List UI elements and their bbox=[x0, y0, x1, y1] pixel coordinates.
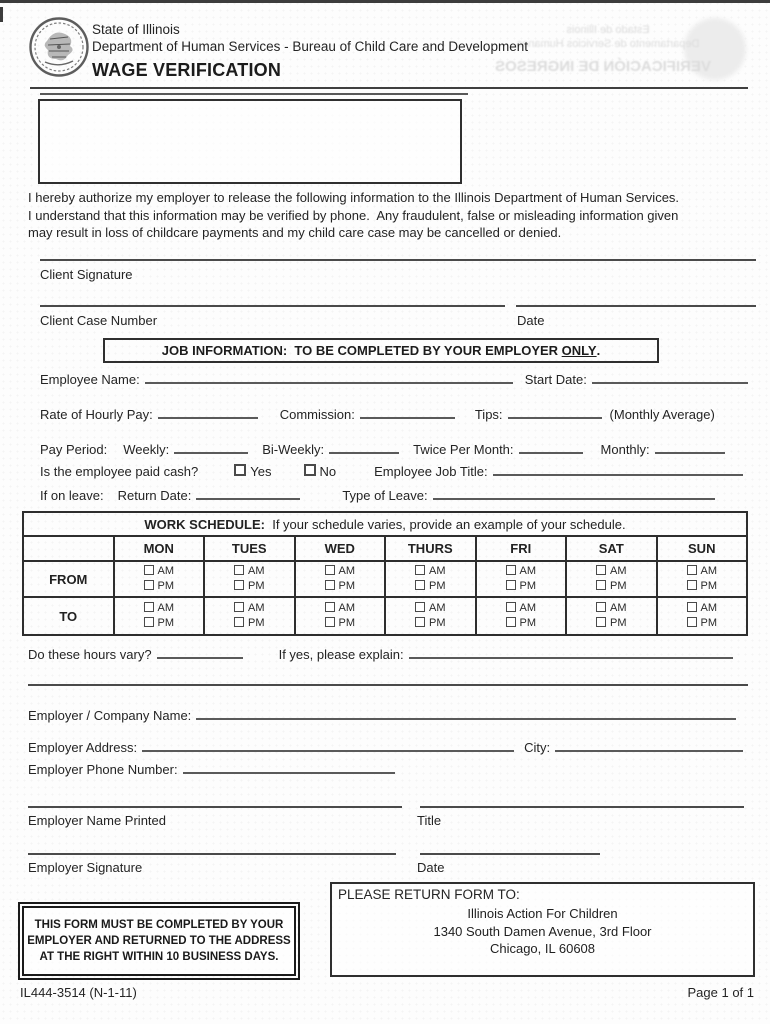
hours-vary-question-label: Do these hours vary? bbox=[28, 647, 152, 662]
authorization-paragraph bbox=[28, 189, 744, 242]
agency-line1: State of Illinois bbox=[92, 22, 180, 37]
ghost-text: Estado de Illinois bbox=[566, 24, 650, 36]
employer-phone-label: Employer Phone Number: bbox=[28, 762, 178, 777]
am-checkbox[interactable] bbox=[415, 565, 425, 575]
agency-line2: Department of Human Services - Bureau of Child Care and Development bbox=[92, 39, 528, 54]
am-label: AM bbox=[248, 565, 265, 577]
ghost-title: VERIFICACIÓN DE INGRESOS bbox=[495, 58, 711, 75]
explain-field[interactable] bbox=[409, 646, 733, 659]
job-information-heading-period: . bbox=[596, 343, 601, 358]
return-date-label: Return Date: bbox=[117, 488, 192, 503]
pm-checkbox[interactable] bbox=[596, 617, 606, 627]
day-header-sat: SAT bbox=[566, 536, 657, 561]
rate-of-hourly-pay-label: Rate of Hourly Pay: bbox=[40, 407, 153, 422]
employee-name-field[interactable] bbox=[145, 371, 513, 384]
am-label: AM bbox=[610, 602, 627, 614]
type-of-leave-field[interactable] bbox=[433, 487, 715, 500]
return-date-field[interactable] bbox=[196, 487, 300, 500]
work-schedule-title-rest: If your schedule varies, provide an example of your schedule. bbox=[265, 516, 626, 532]
schedule-cell bbox=[114, 561, 205, 597]
schedule-cell bbox=[476, 597, 567, 635]
blank-info-box bbox=[38, 99, 462, 184]
pm-label: PM bbox=[610, 580, 627, 592]
day-header-wed: WED bbox=[295, 536, 386, 561]
schedule-cell bbox=[566, 597, 657, 635]
pm-checkbox[interactable] bbox=[144, 617, 154, 627]
employer-address-row bbox=[28, 739, 743, 755]
return-address-line: Chicago, IL 60608 bbox=[489, 941, 596, 956]
illinois-state-seal-icon bbox=[28, 15, 90, 79]
schedule-cell bbox=[657, 561, 748, 597]
pm-checkbox[interactable] bbox=[415, 617, 425, 627]
am-label: AM bbox=[248, 602, 265, 614]
tips-label: Tips: bbox=[474, 407, 503, 422]
am-checkbox[interactable] bbox=[234, 602, 244, 612]
employer-date-line[interactable] bbox=[420, 853, 600, 855]
notice-line: AT THE RIGHT WITHIN 10 BUSINESS DAYS. bbox=[39, 951, 279, 963]
job-information-heading-only: ONLY bbox=[561, 343, 597, 358]
pm-label: PM bbox=[248, 580, 265, 592]
start-date-field[interactable] bbox=[592, 371, 748, 384]
employee-job-title-label: Employee Job Title: bbox=[374, 464, 488, 479]
pm-label: PM bbox=[519, 617, 536, 629]
schedule-cell bbox=[204, 561, 295, 597]
schedule-cell bbox=[476, 561, 567, 597]
form-title: WAGE VERIFICATION bbox=[92, 60, 282, 80]
am-checkbox[interactable] bbox=[506, 602, 516, 612]
biweekly-field[interactable] bbox=[329, 441, 399, 454]
employer-phone-field[interactable] bbox=[183, 761, 395, 774]
notice-box bbox=[22, 906, 296, 976]
tips-field[interactable] bbox=[508, 406, 602, 419]
pm-label: PM bbox=[519, 580, 536, 592]
schedule-cell bbox=[657, 597, 748, 635]
monthly-field[interactable] bbox=[655, 441, 725, 454]
pm-label: PM bbox=[429, 617, 446, 629]
employer-company-row bbox=[28, 707, 736, 723]
type-of-leave-label: Type of Leave: bbox=[342, 488, 428, 503]
city-label: City: bbox=[524, 740, 551, 755]
am-label: AM bbox=[338, 565, 355, 577]
rate-of-hourly-pay-field[interactable] bbox=[158, 406, 258, 419]
employer-address-field[interactable] bbox=[142, 739, 514, 752]
employee-job-title-field[interactable] bbox=[493, 463, 743, 476]
employer-name-printed-label: Employer Name Printed bbox=[28, 813, 166, 828]
paid-cash-question-label: Is the employee paid cash? bbox=[40, 464, 199, 479]
pay-rate-row bbox=[40, 406, 715, 422]
return-address bbox=[338, 905, 747, 958]
schedule-cell bbox=[295, 561, 386, 597]
day-header-thurs: THURS bbox=[385, 536, 476, 561]
am-checkbox[interactable] bbox=[687, 602, 697, 612]
am-checkbox[interactable] bbox=[325, 602, 335, 612]
schedule-cell bbox=[566, 561, 657, 597]
notice-line: EMPLOYER AND RETURNED TO THE ADDRESS bbox=[27, 935, 291, 947]
pm-label: PM bbox=[157, 617, 174, 629]
explain-continuation-line[interactable] bbox=[28, 684, 748, 686]
employer-company-label: Employer / Company Name: bbox=[28, 708, 192, 723]
day-header-fri: FRI bbox=[476, 536, 567, 561]
schedule-cell bbox=[295, 597, 386, 635]
day-header-mon: MON bbox=[114, 536, 205, 561]
pm-checkbox[interactable] bbox=[687, 580, 697, 590]
notice-text bbox=[27, 917, 290, 965]
authorization-line: may result in loss of childcare payments and my child care case may be cancelled or denied. bbox=[28, 225, 562, 240]
pm-checkbox[interactable] bbox=[596, 580, 606, 590]
am-checkbox[interactable] bbox=[144, 565, 154, 575]
work-schedule-title-cell bbox=[23, 512, 747, 536]
start-date-label: Start Date: bbox=[524, 372, 587, 387]
pm-checkbox[interactable] bbox=[144, 580, 154, 590]
job-information-heading: JOB INFORMATION: TO BE COMPLETED BY YOUR EMPLOYER bbox=[161, 343, 562, 358]
client-case-number-line[interactable] bbox=[40, 305, 505, 307]
twice-per-month-label: Twice Per Month: bbox=[413, 442, 514, 457]
pm-label: PM bbox=[429, 580, 446, 592]
schedule-cell bbox=[114, 597, 205, 635]
leave-row bbox=[40, 487, 715, 503]
pm-label: PM bbox=[700, 580, 717, 592]
monthly-average-note: (Monthly Average) bbox=[609, 407, 715, 422]
am-label: AM bbox=[700, 602, 717, 614]
am-checkbox[interactable] bbox=[596, 565, 606, 575]
am-checkbox[interactable] bbox=[596, 602, 606, 612]
top-scan-line bbox=[0, 0, 770, 3]
pay-period-row bbox=[40, 441, 725, 457]
cash-no-checkbox[interactable] bbox=[304, 464, 316, 476]
ghost-text: Departamento de Servicios Humanos bbox=[516, 38, 700, 50]
pm-checkbox[interactable] bbox=[506, 580, 516, 590]
biweekly-label: Bi-Weekly: bbox=[262, 442, 325, 457]
form-number: IL444-3514 (N-1-11) bbox=[20, 985, 137, 1000]
pm-label: PM bbox=[157, 580, 174, 592]
schedule-cell bbox=[204, 597, 295, 635]
employer-phone-row bbox=[28, 761, 395, 777]
cash-yes-checkbox[interactable] bbox=[234, 464, 246, 476]
work-schedule-title-bold: WORK SCHEDULE: bbox=[144, 516, 265, 532]
weekly-label: Weekly: bbox=[123, 442, 170, 457]
pm-checkbox[interactable] bbox=[325, 617, 335, 627]
cash-no-label: No bbox=[319, 464, 337, 479]
am-checkbox[interactable] bbox=[234, 565, 244, 575]
employee-name-row bbox=[40, 371, 748, 387]
day-header-tues: TUES bbox=[204, 536, 295, 561]
to-row-label: TO bbox=[23, 597, 114, 635]
pm-label: PM bbox=[700, 617, 717, 629]
am-label: AM bbox=[157, 565, 174, 577]
job-information-heading-box bbox=[103, 338, 659, 363]
pm-checkbox[interactable] bbox=[325, 580, 335, 590]
client-case-number-label: Client Case Number bbox=[40, 313, 158, 328]
title-line[interactable] bbox=[420, 806, 744, 808]
work-schedule-table bbox=[22, 511, 748, 636]
weekly-field[interactable] bbox=[174, 441, 248, 454]
authorization-line: I hereby authorize my employer to release the following information to the Illinois Department of Human Services. bbox=[28, 190, 680, 205]
schedule-cell bbox=[385, 561, 476, 597]
left-scan-tick bbox=[0, 7, 3, 22]
am-checkbox[interactable] bbox=[687, 565, 697, 575]
employer-signature-label: Employer Signature bbox=[28, 860, 143, 875]
hours-vary-row bbox=[28, 646, 733, 662]
am-label: AM bbox=[157, 602, 174, 614]
title-label: Title bbox=[417, 813, 442, 828]
client-signature-label: Client Signature bbox=[40, 267, 133, 282]
notice-line: THIS FORM MUST BE COMPLETED BY YOUR bbox=[34, 919, 284, 931]
day-header-sun: SUN bbox=[657, 536, 748, 561]
commission-field[interactable] bbox=[360, 406, 455, 419]
return-address-line: 1340 South Damen Avenue, 3rd Floor bbox=[433, 923, 652, 939]
client-date-line[interactable] bbox=[516, 305, 756, 307]
pm-label: PM bbox=[338, 617, 355, 629]
return-address-line: Illinois Action For Children bbox=[467, 906, 618, 921]
am-label: AM bbox=[429, 565, 446, 577]
page-number: Page 1 of 1 bbox=[687, 985, 754, 1000]
client-signature-line[interactable] bbox=[40, 259, 756, 261]
employer-company-field[interactable] bbox=[196, 707, 736, 720]
explain-label: If yes, please explain: bbox=[278, 647, 404, 662]
am-label: AM bbox=[700, 565, 717, 577]
paid-cash-row bbox=[40, 463, 743, 479]
pm-checkbox[interactable] bbox=[415, 580, 425, 590]
pm-label: PM bbox=[338, 580, 355, 592]
return-to-heading: PLEASE RETURN FORM TO: bbox=[338, 887, 520, 902]
pm-checkbox[interactable] bbox=[687, 617, 697, 627]
am-label: AM bbox=[429, 602, 446, 614]
am-label: AM bbox=[519, 565, 536, 577]
commission-label: Commission: bbox=[279, 407, 355, 422]
from-row-label: FROM bbox=[23, 561, 114, 597]
pm-label: PM bbox=[248, 617, 265, 629]
twice-per-month-field[interactable] bbox=[519, 441, 583, 454]
city-field[interactable] bbox=[555, 739, 743, 752]
employer-date-label: Date bbox=[417, 860, 445, 875]
monthly-label: Monthly: bbox=[600, 442, 650, 457]
pm-label: PM bbox=[610, 617, 627, 629]
cash-yes-label: Yes bbox=[250, 464, 272, 479]
schedule-corner-cell bbox=[23, 536, 114, 561]
employee-name-label: Employee Name: bbox=[40, 372, 140, 387]
header-divider-secondary bbox=[40, 93, 468, 95]
pay-period-label: Pay Period: bbox=[40, 442, 108, 457]
hours-vary-field[interactable] bbox=[157, 646, 243, 659]
am-label: AM bbox=[610, 565, 627, 577]
client-date-label: Date bbox=[517, 313, 545, 328]
am-checkbox[interactable] bbox=[506, 565, 516, 575]
am-label: AM bbox=[338, 602, 355, 614]
employer-address-label: Employer Address: bbox=[28, 740, 138, 755]
authorization-line: I understand that this information may be verified by phone. Any fraudulent, false or misleading information given bbox=[28, 207, 679, 223]
employer-signature-line[interactable] bbox=[28, 853, 396, 855]
am-checkbox[interactable] bbox=[325, 565, 335, 575]
am-checkbox[interactable] bbox=[415, 602, 425, 612]
am-checkbox[interactable] bbox=[144, 602, 154, 612]
pm-checkbox[interactable] bbox=[234, 580, 244, 590]
if-on-leave-label: If on leave: bbox=[40, 488, 104, 503]
am-label: AM bbox=[519, 602, 536, 614]
employer-name-printed-line[interactable] bbox=[28, 806, 402, 808]
header-divider bbox=[30, 87, 748, 89]
return-to-box bbox=[330, 882, 755, 977]
pm-checkbox[interactable] bbox=[506, 617, 516, 627]
schedule-cell bbox=[385, 597, 476, 635]
pm-checkbox[interactable] bbox=[234, 617, 244, 627]
